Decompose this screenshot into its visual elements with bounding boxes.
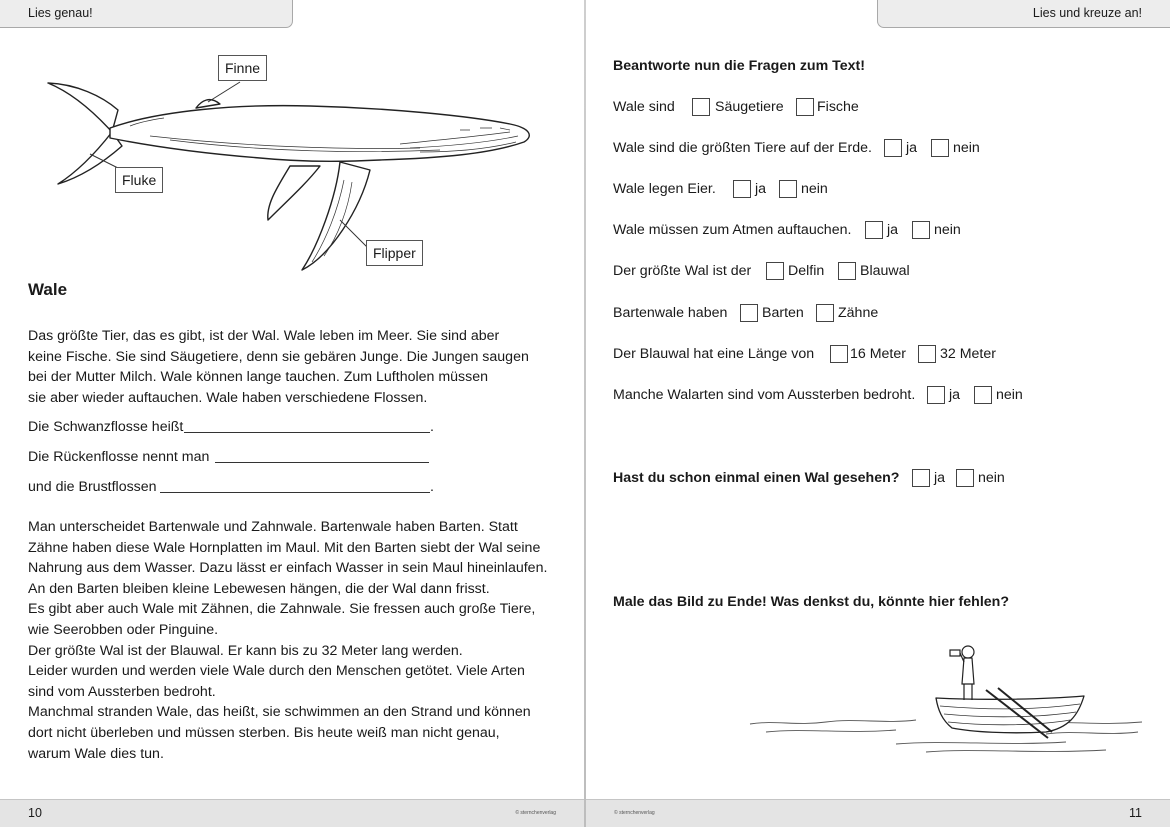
boat-illustration[interactable] [746,640,1146,760]
checkbox[interactable] [692,98,710,116]
drawing-prompt: Male das Bild zu Ende! Was denkst du, könnte hier fehlen? [613,594,1009,610]
text-line: Manchmal stranden Wale, das heißt, sie schwimmen an den Strand und können [28,704,531,721]
text-line: An den Barten bleiben kleine Lebewesen hängen, die der Wal dann frisst. [28,580,490,597]
checkbox[interactable] [816,304,834,322]
flipper-label: Flipper [366,240,423,266]
checkbox[interactable] [974,386,992,404]
option-label: Blauwal [860,263,910,279]
publisher-note: © sternchenverlag [614,810,655,816]
text-line: wie Seerobben oder Pinguine. [28,621,219,638]
checkbox[interactable] [779,180,797,198]
fill-in-dorsal-fin [28,447,448,467]
checkbox[interactable] [884,139,902,157]
question-row [613,385,1023,405]
answer-line[interactable] [215,462,429,463]
option-label: Zähne [838,305,879,321]
question-text: Wale sind [613,99,675,115]
fill-in-prompt: Die Rückenflosse nennt man [28,449,210,465]
questions-heading: Beantworte nun die Fragen zum Text! [613,58,865,74]
question-row [613,220,961,240]
option-label: Säugetiere [715,99,784,115]
option-label: Fische [817,99,859,115]
checkbox[interactable] [918,345,936,363]
checkbox[interactable] [912,221,930,239]
fluke-label: Fluke [115,167,163,193]
text-line: sind vom Aussterben bedroht. [28,683,216,700]
question-text: Wale sind die größten Tiere auf der Erde. [613,140,872,156]
checkbox[interactable] [733,180,751,198]
footer-right [586,799,1170,827]
fill-in-end: . [430,479,434,495]
main-paragraph [28,517,548,764]
question-text: Hast du schon einmal einen Wal gesehen? [613,470,900,486]
option-label: ja [755,181,767,197]
checkbox[interactable] [766,262,784,280]
checkbox[interactable] [740,304,758,322]
question-row [613,138,980,158]
question-text: Wale legen Eier. [613,181,716,197]
checkbox[interactable] [927,386,945,404]
question-text: Bartenwale haben [613,305,728,321]
option-label: Barten [762,305,804,321]
checkbox[interactable] [830,345,848,363]
personal-question-row [613,468,1005,488]
intro-paragraph [28,326,548,408]
fill-in-flippers [28,477,448,497]
fill-in-tail-fin [28,417,448,437]
option-label: 16 Meter [850,346,906,362]
question-row [613,303,879,323]
finne-label: Finne [218,55,267,81]
fill-in-prompt: Die Schwanzflosse heißt [28,419,184,435]
right-page [586,0,1170,827]
option-label: ja [949,387,961,403]
option-label: ja [906,140,918,156]
option-label: ja [887,222,899,238]
option-label: nein [996,387,1023,403]
answer-line[interactable] [160,492,430,493]
option-label: nein [934,222,961,238]
text-line: Man unterscheidet Bartenwale und Zahnwale. Bartenwale haben Barten. Statt [28,519,518,535]
text-line: Leider wurden und werden viele Wale durch den Menschen getötet. Viele Arten [28,663,525,680]
checkbox[interactable] [865,221,883,239]
option-label: 32 Meter [940,346,996,362]
question-row [613,179,828,199]
fill-in-prompt: und die Brustflossen [28,479,157,495]
text-line: Nahrung aus dem Wasser. Dazu lässt er einfach Wasser in sein Maul hineinlaufen. [28,560,548,577]
text-line: Es gibt aber auch Wale mit Zähnen, die Zahnwale. Sie fressen auch große Tiere, [28,601,536,618]
left-page [0,0,584,827]
checkbox[interactable] [956,469,974,487]
question-row [613,261,910,281]
text-line: warum Wale dies tun. [28,745,164,762]
checkbox[interactable] [796,98,814,116]
publisher-note: © sternchenverlag [515,810,556,816]
option-label: nein [978,470,1005,486]
page-number: 11 [1129,806,1142,820]
question-text: Der größte Wal ist der [613,263,752,279]
page-number: 10 [28,806,42,820]
option-label: nein [953,140,980,156]
footer-left [0,799,584,827]
text-line: keine Fische. Sie sind Säugetiere, denn sie gebären Junge. Die Jungen saugen [28,348,529,365]
checkbox[interactable] [838,262,856,280]
text-line: Zähne haben diese Wale Hornplatten im Maul. Mit den Barten siebt der Wal seine [28,539,541,556]
question-text: Manche Walarten sind vom Aussterben bedroht. [613,387,916,403]
option-label: ja [934,470,946,486]
option-label: nein [801,181,828,197]
text-line: dort nicht überleben und müssen sterben. Bis heute weiß man nicht genau, [28,724,500,741]
question-text: Wale müssen zum Atmen auftauchen. [613,222,852,238]
answer-line[interactable] [184,432,430,433]
question-row [613,344,996,364]
text-line: bei der Mutter Milch. Wale können lange tauchen. Zum Luftholen müssen [28,369,489,386]
text-line: Das größte Tier, das es gibt, ist der Wal. Wale leben im Meer. Sie sind aber [28,328,500,344]
option-label: Delfin [788,263,825,279]
fill-in-end: . [430,419,434,435]
page-title: Wale [28,280,68,299]
question-text: Der Blauwal hat eine Länge von [613,346,815,362]
checkbox[interactable] [931,139,949,157]
checkbox[interactable] [912,469,930,487]
text-line: Der größte Wal ist der Blauwal. Er kann bis zu 32 Meter lang werden. [28,642,463,659]
header-tab-left: Lies genau! [0,0,293,28]
text-line: sie aber wieder auftauchen. Wale haben verschiedene Flossen. [28,389,428,406]
question-row [613,97,859,117]
header-tab-right: Lies und kreuze an! [877,0,1170,28]
